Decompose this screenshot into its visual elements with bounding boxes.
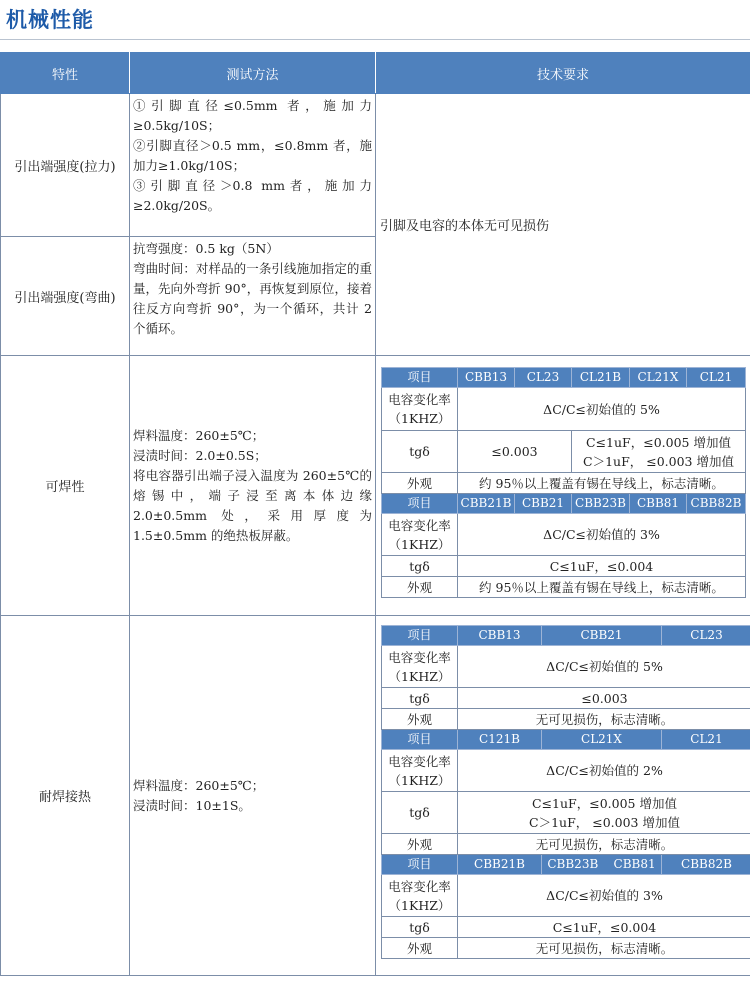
appearance-value: 无可见损伤，标志清晰。: [458, 709, 750, 730]
tg-value: ≤0.003: [458, 688, 750, 709]
appearance-label: 外观: [382, 473, 458, 494]
method-solder-heat: [130, 616, 376, 976]
subtable-row: [382, 646, 750, 688]
table-row: [1, 94, 750, 237]
subtable-header-cell: CBB21B: [458, 855, 542, 875]
subtable-header-cell: 项目: [382, 626, 458, 646]
method-line: 浸渍时间：2.0±0.5S；: [133, 447, 267, 463]
subtable-header-row: [382, 494, 746, 514]
subtable-row: [382, 431, 746, 473]
subtable-header-row: [382, 855, 750, 875]
subtable-row: [382, 875, 750, 917]
header-characteristic: 特性: [1, 53, 130, 94]
method-line: 浸渍时间：10±1S。: [133, 797, 251, 813]
header-requirement: 技术要求: [376, 53, 750, 94]
method-pull: [130, 94, 376, 237]
table-row: [1, 356, 750, 616]
mechanical-properties-table: [0, 52, 750, 976]
appearance-value: 无可见损伤，标志清晰。: [458, 938, 750, 959]
tg-value-line: C＞1uF， ≤0.003 增加值: [529, 814, 680, 830]
subtable-header-cell: CL21X: [630, 368, 687, 388]
method-line: ①引脚直径≤0.5mm 者，施加力≥0.5kg/10S；: [133, 98, 372, 133]
subtable-header-cell: CBB82B: [662, 855, 750, 875]
cap-change-label: 电容变化率（1KHZ）: [382, 646, 458, 688]
tg-label: tgδ: [382, 792, 458, 834]
subtable-row: [382, 577, 746, 598]
subtable-header-cell: CBB21: [542, 626, 662, 646]
method-line: 焊料温度：260±5℃；: [133, 777, 265, 793]
cap-change-label: 电容变化率（1KHZ）: [382, 875, 458, 917]
appearance-label: 外观: [382, 938, 458, 959]
title-divider: [0, 39, 750, 40]
tg-label: tgδ: [382, 917, 458, 938]
subtable-row: [382, 709, 750, 730]
requirement-solderability: [376, 356, 750, 616]
tg-value: C≤1uF，≤0.004: [458, 917, 750, 938]
cap-change-value: ΔC/C≤初始值的 2%: [458, 750, 750, 792]
page-title: 机械性能: [6, 8, 94, 32]
tg-value-by-capacitance: [572, 431, 746, 473]
subtable-header-cell: 项目: [382, 494, 458, 514]
appearance-label: 外观: [382, 834, 458, 855]
tg-value: ≤0.003: [458, 431, 572, 473]
subtable-header-cell: 项目: [382, 855, 458, 875]
cap-change-value: ΔC/C≤初始值的 3%: [458, 514, 746, 556]
subtable-row: [382, 750, 750, 792]
row-name-pull: 引出端强度(拉力): [1, 94, 130, 237]
method-line: 弯曲时间：对样品的一条引线施加指定的重量，先向外弯折 90°，再恢复到原位，接着往反方向弯折 90°，为一个循环，共计 2 个循环。: [133, 261, 372, 336]
subtable-header-cell: CL21: [662, 730, 750, 750]
subtable-header-cell: CBB13: [458, 368, 515, 388]
subtable-row: [382, 792, 750, 834]
appearance-label: 外观: [382, 709, 458, 730]
subtable-header-cell: CBB82B: [687, 494, 746, 514]
row-name-bend: 引出端强度(弯曲): [1, 237, 130, 356]
subtable-row: [382, 473, 746, 494]
tg-label: tgδ: [382, 431, 458, 473]
cap-change-label: 电容变化率（1KHZ）: [382, 388, 458, 431]
row-name-solder-heat: 耐焊接热: [1, 616, 130, 976]
cap-change-value: ΔC/C≤初始值的 5%: [458, 646, 750, 688]
subtable-header-cell: CBB21: [515, 494, 572, 514]
subtable-row: [382, 556, 746, 577]
subtable-header-cell: CL23: [515, 368, 572, 388]
solderability-subtable: [381, 367, 746, 598]
cap-change-value: ΔC/C≤初始值的 5%: [458, 388, 746, 431]
subtable-row: [382, 688, 750, 709]
method-bend: [130, 237, 376, 356]
subtable-header-cell: 项目: [382, 730, 458, 750]
subtable-header-cell: CL23: [662, 626, 750, 646]
subtable-row: [382, 388, 746, 431]
method-line: 将电容器引出端子浸入温度为 260±5℃的熔锡中，端子浸至离本体边缘 2.0±0.5mm 处，采用厚度为 1.5±0.5mm 的绝热板屏蔽。: [133, 467, 372, 543]
tg-label: tgδ: [382, 688, 458, 709]
appearance-value: 无可见损伤，标志清晰。: [458, 834, 750, 855]
appearance-value: 约 95％以上覆盖有锡在导线上，标志清晰。: [458, 577, 746, 598]
subtable-row: [382, 514, 746, 556]
subtable-header-cell: CBB13: [458, 626, 542, 646]
method-line: 焊料温度：260±5℃；: [133, 427, 265, 443]
method-solderability: [130, 356, 376, 616]
tg-value-line: C＞1uF， ≤0.003 增加值: [583, 453, 734, 469]
subtable-header-row: [382, 626, 750, 646]
method-line: ③引脚直径＞0.8 mm者，施加力≥2.0kg/20S。: [133, 178, 372, 213]
appearance-value: 约 95％以上覆盖有锡在导线上，标志清晰。: [458, 473, 746, 494]
tg-value: C≤1uF，≤0.004: [458, 556, 746, 577]
requirement-strength: 引脚及电容的本体无可见损伤: [376, 94, 750, 356]
subtable-row: [382, 834, 750, 855]
subtable-header-cell: CBB23B: [572, 494, 630, 514]
subtable-header-cell: C121B: [458, 730, 542, 750]
subtable-header-cell: CL21X: [542, 730, 662, 750]
method-line: ②引脚直径＞0.5 mm，≤0.8mm 者，施加力≥1.0kg/10S；: [133, 138, 372, 173]
subtable-header-cell: CBB21B: [458, 494, 515, 514]
subtable-header-cell: CL21B: [572, 368, 630, 388]
tg-value-by-capacitance: [458, 792, 750, 834]
table-row: [1, 616, 750, 976]
method-line: 抗弯强度：0.5 kg（5N）: [133, 241, 279, 256]
cap-change-label: 电容变化率（1KHZ）: [382, 514, 458, 556]
tg-value-line: C≤1uF，≤0.005 增加值: [532, 795, 677, 811]
header-test-method: 测试方法: [130, 53, 376, 94]
subtable-header-cell: CBB81: [630, 494, 687, 514]
subtable-header-cell: CL21: [687, 368, 746, 388]
cap-change-value: ΔC/C≤初始值的 3%: [458, 875, 750, 917]
tg-value-line: C≤1uF，≤0.005 增加值: [586, 434, 731, 450]
tg-label: tgδ: [382, 556, 458, 577]
table-header-row: [1, 53, 750, 94]
subtable-row: [382, 917, 750, 938]
subtable-header-cell: 项目: [382, 368, 458, 388]
requirement-solder-heat: [376, 616, 750, 976]
subtable-header-row: [382, 730, 750, 750]
cap-change-label: 电容变化率（1KHZ）: [382, 750, 458, 792]
subtable-header-cell: CBB23B CBB81: [542, 855, 662, 875]
row-name-solderability: 可焊性: [1, 356, 130, 616]
appearance-label: 外观: [382, 577, 458, 598]
solder-heat-subtable: [381, 625, 750, 959]
subtable-header-row: [382, 368, 746, 388]
subtable-row: [382, 938, 750, 959]
